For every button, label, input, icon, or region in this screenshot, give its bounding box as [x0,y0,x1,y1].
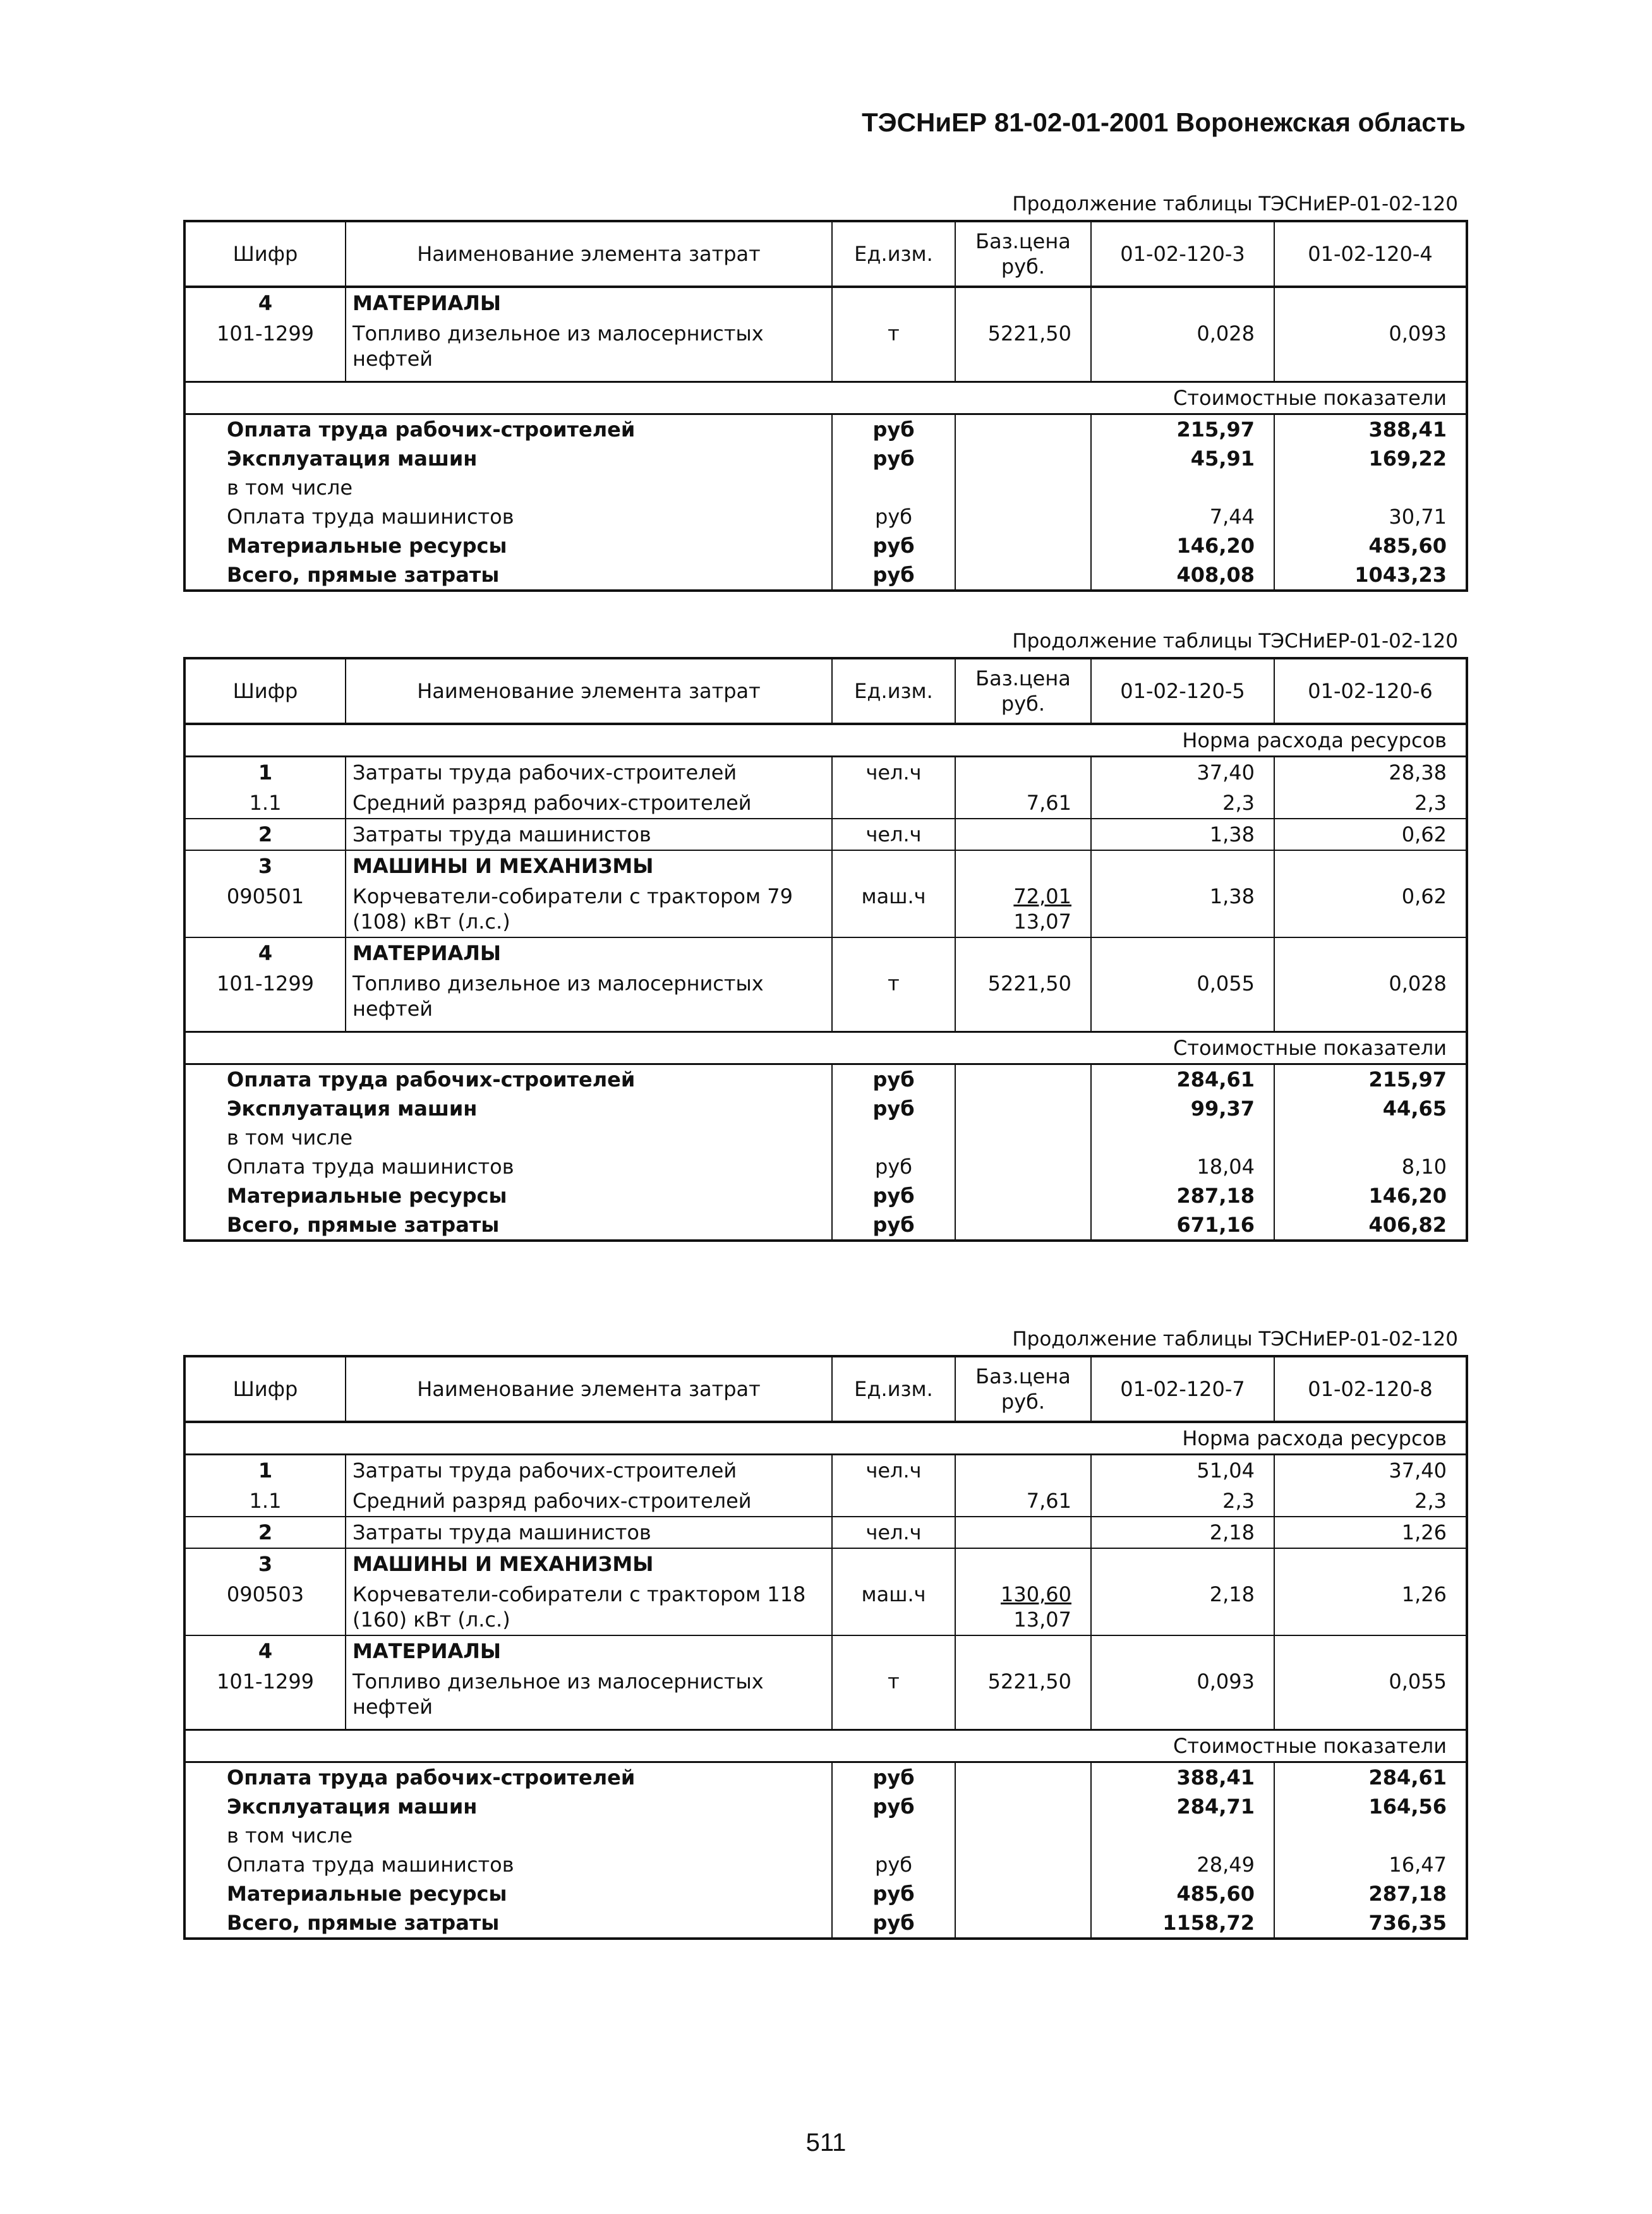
table-row: 1.1 Средний разряд рабочих-строителей 7,61 2,3 2,3 [184,1486,1467,1517]
section-row-machines: 3 МАШИНЫ И МЕХАНИЗМЫ [184,850,1467,881]
cost-row: Оплата труда машинистов руб 7,44 30,71 [184,502,1467,531]
cost-row: Материальные ресурсы руб 146,20 485,60 [184,531,1467,560]
cost-row: Оплата труда машинистов руб 28,49 16,47 [184,1850,1467,1879]
col-name-header: Наименование элемента затрат [346,658,832,724]
col-b-header: 01-02-120-4 [1274,221,1467,287]
resource-table [183,220,1468,592]
table-row: 1 Затраты труда рабочих-строителей чел.ч 51,04 37,40 [184,1455,1467,1486]
table-block-3 [183,1323,1466,1940]
cost-row: Всего, прямые затраты руб 408,08 1043,23 [184,560,1467,591]
table-header-row [184,1356,1467,1422]
table-row: 101-1299 Топливо дизельное из малосернистых нефтей т 5221,50 0,028 0,093 [184,318,1467,382]
col-name-header: Наименование элемента затрат [346,221,832,287]
col-price-header: Баз.цена руб. [955,658,1091,724]
cost-row: Эксплуатация машин руб 284,71 164,56 [184,1792,1467,1821]
continuation-caption: Продолжение таблицы ТЭСНиЕР-01-02-120 [1012,1328,1458,1351]
cost-section-header: Стоимостные показатели [184,1730,1467,1762]
cost-row: Всего, прямые затраты руб 671,16 406,82 [184,1210,1467,1241]
table-header-row [184,658,1467,724]
col-b-header: 01-02-120-8 [1274,1356,1467,1422]
cost-row: Материальные ресурсы руб 485,60 287,18 [184,1879,1467,1908]
cost-row: Эксплуатация машин руб 45,91 169,22 [184,444,1467,473]
col-code-header: Шифр [184,221,346,287]
continuation-caption: Продолжение таблицы ТЭСНиЕР-01-02-120 [1012,630,1458,653]
table-row: 2 Затраты труда машинистов чел.ч 1,38 0,62 [184,819,1467,850]
cost-row: Оплата труда рабочих-строителей руб 284,61 215,97 [184,1064,1467,1094]
cost-row: в том числе [184,1821,1467,1850]
table-row: 090501 Корчеватели-собиратели с трактором 79 (108) кВт (л.с.) маш.ч 72,01 13,07 1,38 0,62 [184,881,1467,937]
section-row-materials: 4 МАТЕРИАЛЫ [184,937,1467,968]
col-unit-header: Ед.изм. [832,221,955,287]
cost-row: Эксплуатация машин руб 99,37 44,65 [184,1094,1467,1123]
cost-row: в том числе [184,1123,1467,1152]
cost-section-header: Стоимостные показатели [184,1032,1467,1064]
table-row: 1 Затраты труда рабочих-строителей чел.ч 37,40 28,38 [184,757,1467,788]
page-number: 511 [805,2129,847,2157]
col-b-header: 01-02-120-6 [1274,658,1467,724]
col-a-header: 01-02-120-3 [1091,221,1274,287]
col-name-header: Наименование элемента затрат [346,1356,832,1422]
col-price-header: Баз.цена руб. [955,1356,1091,1422]
section-row-materials: 4 МАТЕРИАЛЫ [184,1635,1467,1666]
continuation-caption: Продолжение таблицы ТЭСНиЕР-01-02-120 [1012,193,1458,215]
col-unit-header: Ед.изм. [832,658,955,724]
col-a-header: 01-02-120-5 [1091,658,1274,724]
col-price-header: Баз.цена руб. [955,221,1091,287]
document-header: ТЭСНиЕР 81-02-01-2001 Воронежская область [862,107,1466,137]
table-row: 1.1 Средний разряд рабочих-строителей 7,61 2,3 2,3 [184,788,1467,819]
resource-table [183,657,1468,1242]
table-row: 101-1299 Топливо дизельное из малосернистых нефтей т 5221,50 0,093 0,055 [184,1666,1467,1730]
cost-section-header: Стоимостные показатели [184,382,1467,414]
table-row: 2 Затраты труда машинистов чел.ч 2,18 1,26 [184,1517,1467,1548]
table-block-1 [183,188,1466,592]
table-header-row [184,221,1467,287]
col-a-header: 01-02-120-7 [1091,1356,1274,1422]
section-row-materials: 4 МАТЕРИАЛЫ [184,287,1467,318]
cost-row: Всего, прямые затраты руб 1158,72 736,35 [184,1908,1467,1939]
cost-row: Материальные ресурсы руб 287,18 146,20 [184,1181,1467,1210]
col-code-header: Шифр [184,658,346,724]
section-row-machines: 3 МАШИНЫ И МЕХАНИЗМЫ [184,1548,1467,1579]
cost-row: Оплата труда рабочих-строителей руб 388,41 284,61 [184,1762,1467,1792]
norm-section-header: Норма расхода ресурсов [184,724,1467,757]
norm-section-header: Норма расхода ресурсов [184,1422,1467,1455]
col-code-header: Шифр [184,1356,346,1422]
table-block-2 [183,625,1466,1242]
table-row: 090503 Корчеватели-собиратели с трактором 118 (160) кВт (л.с.) маш.ч 130,60 13,07 2,18 1,26 [184,1579,1467,1635]
cost-row: Оплата труда машинистов руб 18,04 8,10 [184,1152,1467,1181]
cost-row: в том числе [184,473,1467,502]
resource-table [183,1355,1468,1940]
cost-row: Оплата труда рабочих-строителей руб 215,97 388,41 [184,414,1467,444]
col-unit-header: Ед.изм. [832,1356,955,1422]
table-row: 101-1299 Топливо дизельное из малосернистых нефтей т 5221,50 0,055 0,028 [184,968,1467,1032]
